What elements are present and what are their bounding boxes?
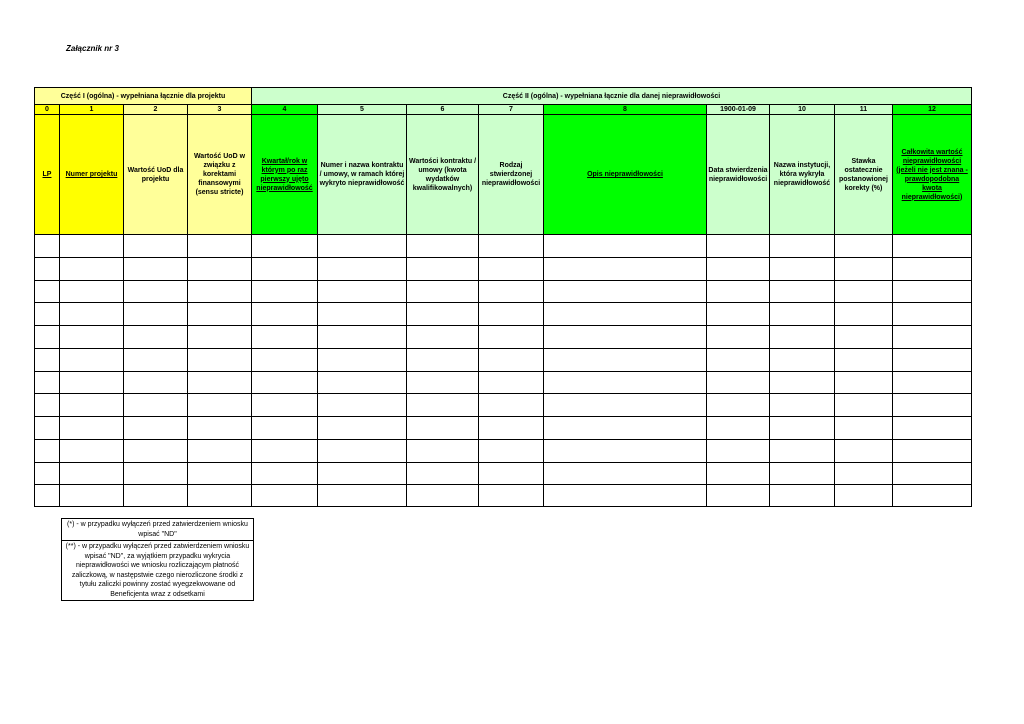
table-cell xyxy=(188,257,252,280)
table-cell xyxy=(35,485,60,507)
table-cell xyxy=(124,439,188,462)
table-cell xyxy=(60,417,124,440)
table-cell xyxy=(544,371,707,394)
table-cell xyxy=(60,394,124,417)
table-cell xyxy=(60,326,124,349)
table-row xyxy=(35,303,972,326)
table-cell xyxy=(60,485,124,507)
table-cell xyxy=(318,235,407,258)
table-cell xyxy=(770,394,835,417)
table-cell xyxy=(124,326,188,349)
table-cell xyxy=(407,235,479,258)
header-total-value: Całkowita wartość nieprawidłowości (jeżeli nie jest znana - prawdopodobna kwota nieprawidłowości) xyxy=(893,115,972,235)
table-cell xyxy=(124,280,188,303)
table-cell xyxy=(479,485,544,507)
table-cell xyxy=(188,462,252,485)
table-cell xyxy=(188,485,252,507)
table-cell xyxy=(318,303,407,326)
table-cell xyxy=(544,348,707,371)
table-cell xyxy=(544,485,707,507)
table-cell xyxy=(707,394,770,417)
table-row xyxy=(35,280,972,303)
table-cell xyxy=(770,348,835,371)
table-cell xyxy=(252,462,318,485)
table-cell xyxy=(479,257,544,280)
table-row xyxy=(35,417,972,440)
section-part2: Część II (ogólna) - wypełniana łącznie dla danej nieprawidłowości xyxy=(252,88,972,105)
table-cell xyxy=(544,462,707,485)
table-cell xyxy=(479,326,544,349)
table-cell xyxy=(60,439,124,462)
table-cell xyxy=(318,326,407,349)
table-cell xyxy=(544,303,707,326)
col-number: 0 xyxy=(35,105,60,115)
table-cell xyxy=(318,394,407,417)
table-cell xyxy=(252,348,318,371)
table-cell xyxy=(407,326,479,349)
header-lp: LP xyxy=(35,115,60,235)
table-cell xyxy=(770,371,835,394)
table-cell xyxy=(707,303,770,326)
col-number: 11 xyxy=(835,105,893,115)
table-cell xyxy=(544,394,707,417)
table-cell xyxy=(835,326,893,349)
header-contract-name: Numer i nazwa kontraktu / umowy, w ramach której wykryto nieprawidłowość xyxy=(318,115,407,235)
table-cell xyxy=(479,303,544,326)
table-cell xyxy=(835,280,893,303)
table-cell xyxy=(188,303,252,326)
table-cell xyxy=(893,280,972,303)
col-number: 10 xyxy=(770,105,835,115)
table-cell xyxy=(124,485,188,507)
table-cell xyxy=(707,326,770,349)
table-cell xyxy=(318,462,407,485)
table-cell xyxy=(893,394,972,417)
table-cell xyxy=(544,417,707,440)
table-cell xyxy=(60,257,124,280)
table-cell xyxy=(188,439,252,462)
table-cell xyxy=(770,439,835,462)
col-number: 1 xyxy=(60,105,124,115)
col-number: 5 xyxy=(318,105,407,115)
table-cell xyxy=(35,257,60,280)
header-uod-corrections: Wartość UoD w związku z korektami finansowymi (sensu stricte) xyxy=(188,115,252,235)
table-cell xyxy=(35,348,60,371)
header-contract-value: Wartości kontraktu / umowy (kwota wydatków kwalifikowalnych) xyxy=(407,115,479,235)
col-number: 8 xyxy=(544,105,707,115)
table-cell xyxy=(893,257,972,280)
table-cell xyxy=(707,257,770,280)
table-cell xyxy=(479,417,544,440)
table-cell xyxy=(544,235,707,258)
col-number: 2 xyxy=(124,105,188,115)
table-cell xyxy=(188,417,252,440)
footnotes-box xyxy=(61,518,254,601)
table-cell xyxy=(770,280,835,303)
table-cell xyxy=(35,371,60,394)
table-cell xyxy=(544,326,707,349)
table-cell xyxy=(252,485,318,507)
table-row xyxy=(35,257,972,280)
table-cell xyxy=(893,417,972,440)
table-cell xyxy=(707,417,770,440)
table-cell xyxy=(707,371,770,394)
table-cell xyxy=(35,303,60,326)
table-cell xyxy=(124,394,188,417)
table-cell xyxy=(35,417,60,440)
table-cell xyxy=(835,394,893,417)
table-cell xyxy=(835,439,893,462)
table-cell xyxy=(835,462,893,485)
table-row xyxy=(35,326,972,349)
table-cell xyxy=(479,235,544,258)
table-cell xyxy=(318,257,407,280)
table-cell xyxy=(893,439,972,462)
table-cell xyxy=(188,235,252,258)
table-body xyxy=(35,235,972,507)
table-cell xyxy=(252,417,318,440)
table-cell xyxy=(479,280,544,303)
table-cell xyxy=(707,439,770,462)
table-cell xyxy=(188,348,252,371)
table-cell xyxy=(252,371,318,394)
table-cell xyxy=(407,371,479,394)
table-cell xyxy=(835,257,893,280)
table-cell xyxy=(318,417,407,440)
table-cell xyxy=(35,235,60,258)
header-quarter-year: Kwartał/rok w którym po raz pierwszy ujęto nieprawidłowość xyxy=(252,115,318,235)
table-cell xyxy=(479,394,544,417)
table-row xyxy=(35,485,972,507)
table-cell xyxy=(35,326,60,349)
table-cell xyxy=(188,280,252,303)
table-cell xyxy=(124,303,188,326)
table-cell xyxy=(60,371,124,394)
table-cell xyxy=(124,371,188,394)
table-cell xyxy=(893,348,972,371)
table-cell xyxy=(35,439,60,462)
table-cell xyxy=(407,348,479,371)
table-cell xyxy=(407,485,479,507)
table-cell xyxy=(124,348,188,371)
col-number: 3 xyxy=(188,105,252,115)
col-number: 12 xyxy=(893,105,972,115)
table-cell xyxy=(707,348,770,371)
table-cell xyxy=(407,394,479,417)
table-cell xyxy=(544,257,707,280)
table-cell xyxy=(188,394,252,417)
table-cell xyxy=(188,371,252,394)
table-row xyxy=(35,462,972,485)
table-cell xyxy=(707,280,770,303)
table-cell xyxy=(124,417,188,440)
header-project-number: Numer projektu xyxy=(60,115,124,235)
table-cell xyxy=(252,280,318,303)
table-cell xyxy=(252,394,318,417)
header-uod-value: Wartość UoD dla projektu xyxy=(124,115,188,235)
header-irregularity-type: Rodzaj stwierdzonej nieprawidłowości xyxy=(479,115,544,235)
table-cell xyxy=(770,257,835,280)
table-cell xyxy=(770,326,835,349)
table-cell xyxy=(318,439,407,462)
irregularities-table xyxy=(34,87,972,507)
table-cell xyxy=(893,235,972,258)
table-cell xyxy=(124,462,188,485)
table-cell xyxy=(479,371,544,394)
table-cell xyxy=(770,462,835,485)
table-cell xyxy=(707,462,770,485)
footnote-1: (*) - w przypadku wyłączeń przed zatwierdzeniem wniosku wpisać "ND" xyxy=(67,521,248,538)
table-cell xyxy=(770,417,835,440)
table-cell xyxy=(35,462,60,485)
table-cell xyxy=(60,280,124,303)
table-cell xyxy=(60,303,124,326)
table-cell xyxy=(770,303,835,326)
table-cell xyxy=(318,371,407,394)
table-cell xyxy=(835,371,893,394)
table-cell xyxy=(770,235,835,258)
table-cell xyxy=(544,280,707,303)
table-cell xyxy=(893,326,972,349)
table-cell xyxy=(707,235,770,258)
table-cell xyxy=(35,280,60,303)
section-part1: Część I (ogólna) - wypełniana łącznie dla projektu xyxy=(35,88,252,105)
page-title: Załącznik nr 3 xyxy=(66,44,119,53)
col-number: 4 xyxy=(252,105,318,115)
table-cell xyxy=(835,235,893,258)
table-cell xyxy=(124,235,188,258)
table-cell xyxy=(252,257,318,280)
table-cell xyxy=(188,326,252,349)
table-row xyxy=(35,348,972,371)
table-cell xyxy=(835,417,893,440)
table-row xyxy=(35,394,972,417)
table-cell xyxy=(407,462,479,485)
table-row xyxy=(35,235,972,258)
table-cell xyxy=(893,371,972,394)
table-cell xyxy=(407,303,479,326)
header-correction-rate: Stawka ostatecznie postanowionej korekty (%) xyxy=(835,115,893,235)
table-cell xyxy=(318,348,407,371)
table-cell xyxy=(252,326,318,349)
table-cell xyxy=(770,485,835,507)
table-cell xyxy=(544,439,707,462)
table-cell xyxy=(835,348,893,371)
table-cell xyxy=(252,439,318,462)
table-cell xyxy=(835,485,893,507)
table-row xyxy=(35,371,972,394)
table-cell xyxy=(407,257,479,280)
col-number: 7 xyxy=(479,105,544,115)
table-cell xyxy=(318,485,407,507)
footnote-2: (**) - w przypadku wyłączeń przed zatwierdzeniem wniosku wpisać "ND", za wyjątkiem przypadku wykrycia nieprawidłowości we wniosku rozliczającym płatność zaliczkową, w następstwie czego nierozliczone środki z tytułu zaliczki powinny zostać wyegzekwowane od Beneficjenta wraz z odsetkami xyxy=(62,540,253,600)
col-number: 6 xyxy=(407,105,479,115)
table-cell xyxy=(60,462,124,485)
table-cell xyxy=(479,462,544,485)
table-cell xyxy=(893,462,972,485)
col-number: 1900-01-09 xyxy=(707,105,770,115)
header-detection-date: Data stwierdzenia nieprawidłowości xyxy=(707,115,770,235)
table-cell xyxy=(124,257,188,280)
table-cell xyxy=(479,348,544,371)
table-cell xyxy=(407,417,479,440)
table-cell xyxy=(893,485,972,507)
table-cell xyxy=(60,235,124,258)
header-description: Opis nieprawidłowości xyxy=(544,115,707,235)
table-row xyxy=(35,439,972,462)
table-cell xyxy=(407,280,479,303)
table-cell xyxy=(893,303,972,326)
table-cell xyxy=(479,439,544,462)
table-cell xyxy=(35,394,60,417)
table-cell xyxy=(318,280,407,303)
table-cell xyxy=(707,485,770,507)
table-cell xyxy=(252,235,318,258)
table-cell xyxy=(835,303,893,326)
table-cell xyxy=(252,303,318,326)
header-institution: Nazwa instytucji, która wykryła nieprawidłowość xyxy=(770,115,835,235)
table-cell xyxy=(407,439,479,462)
table-cell xyxy=(60,348,124,371)
